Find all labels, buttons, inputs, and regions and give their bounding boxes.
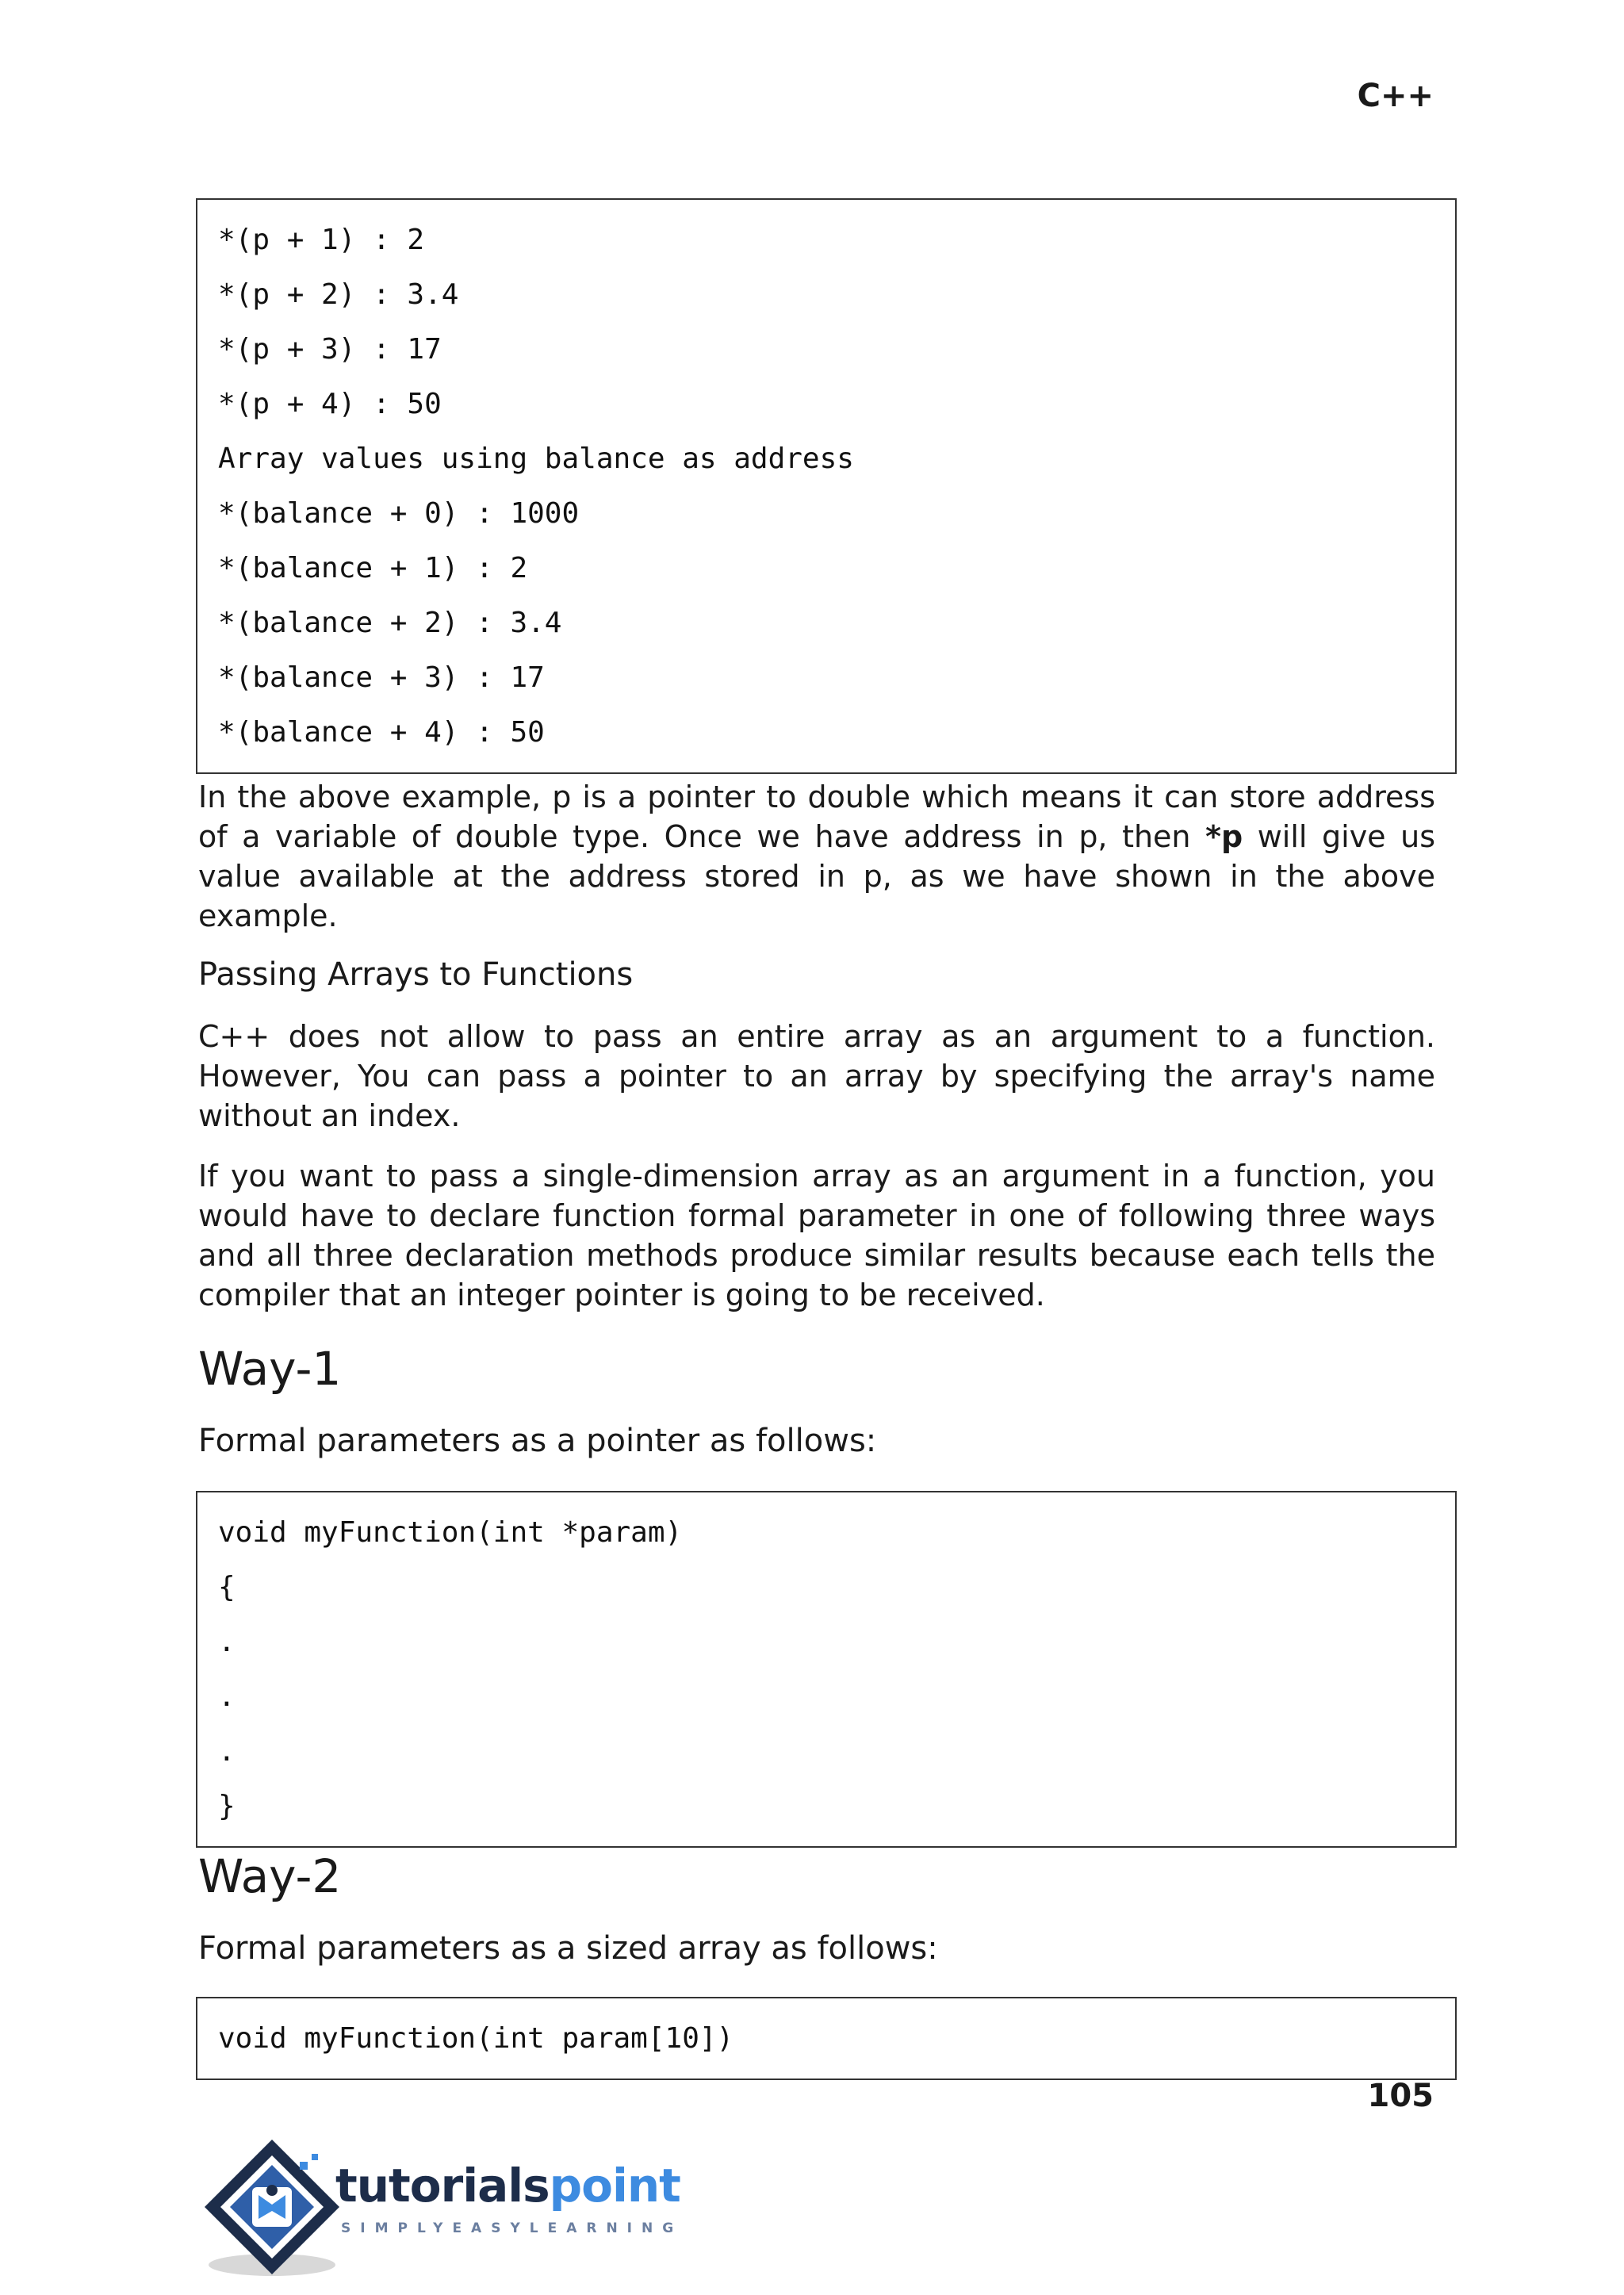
code-line: *(p + 1) : 2 (218, 224, 425, 256)
paragraph-text: will give us value available at the address stored in p, as we have shown in the above example. (198, 819, 1435, 933)
code-line: *(balance + 1) : 2 (218, 552, 528, 584)
code-line: *(p + 4) : 50 (218, 388, 442, 420)
paragraph-passing-arrays: C++ does not allow to pass an entire array as an argument to a function. However, You can pass a pointer to an array by specifying the array's name without an index. (198, 1019, 1435, 1133)
code-line: *(balance + 0) : 1000 (218, 497, 580, 530)
logo-tagline: SIMPLYEASYLEARNING (341, 2220, 684, 2236)
section-subheading: Passing Arrays to Functions (198, 956, 634, 993)
paragraph-text: In the above example, p is a pointer to double which means it can store address of a variable of double type. Once we have address in p, then (198, 780, 1435, 854)
tutorialspoint-logo (197, 2132, 688, 2282)
header-title: C++ (1357, 78, 1434, 114)
logo-brand-a: tutorials (335, 2159, 550, 2213)
bold-code-term: *p (1205, 819, 1243, 854)
paragraph-single-dimension: If you want to pass a single-dimension array as an argument in a function, you would have to declare function formal parameter in one of following three ways and all three declaration methods produce similar results because each tells the compiler that an integer pointer is going to be received. (198, 1159, 1435, 1312)
code-line: void myFunction(int *param) (218, 1516, 683, 1549)
paragraph-pointer-explanation (198, 777, 1435, 936)
code-line: *(p + 2) : 3.4 (218, 278, 459, 311)
logo-brand-b: point (549, 2159, 680, 2213)
code-line: { (218, 1571, 236, 1603)
logo-wordmark (335, 2159, 680, 2213)
code-line: Array values using balance as address (218, 443, 854, 475)
code-block-way-1 (196, 1491, 1457, 1848)
code-line: *(balance + 4) : 50 (218, 716, 545, 749)
code-line: *(p + 3) : 17 (218, 333, 442, 366)
heading-way-1: Way-1 (198, 1342, 342, 1396)
code-line: void myFunction(int param[10]) (218, 2022, 734, 2055)
code-line: . (218, 1735, 236, 1768)
code-line: } (218, 1790, 236, 1822)
code-block-output (196, 198, 1457, 774)
code-line: *(balance + 3) : 17 (218, 661, 545, 694)
code-line: *(balance + 2) : 3.4 (218, 607, 562, 639)
way-2-description: Formal parameters as a sized array as follows: (198, 1930, 938, 1967)
heading-way-2: Way-2 (198, 1849, 342, 1903)
way-1-description: Formal parameters as a pointer as follows: (198, 1423, 877, 1459)
code-block-way-2 (196, 1997, 1457, 2080)
code-line: . (218, 1680, 236, 1713)
code-line: . (218, 1626, 236, 1658)
logo-diamond-icon (197, 2132, 355, 2282)
page-number: 105 (1367, 2078, 1434, 2114)
